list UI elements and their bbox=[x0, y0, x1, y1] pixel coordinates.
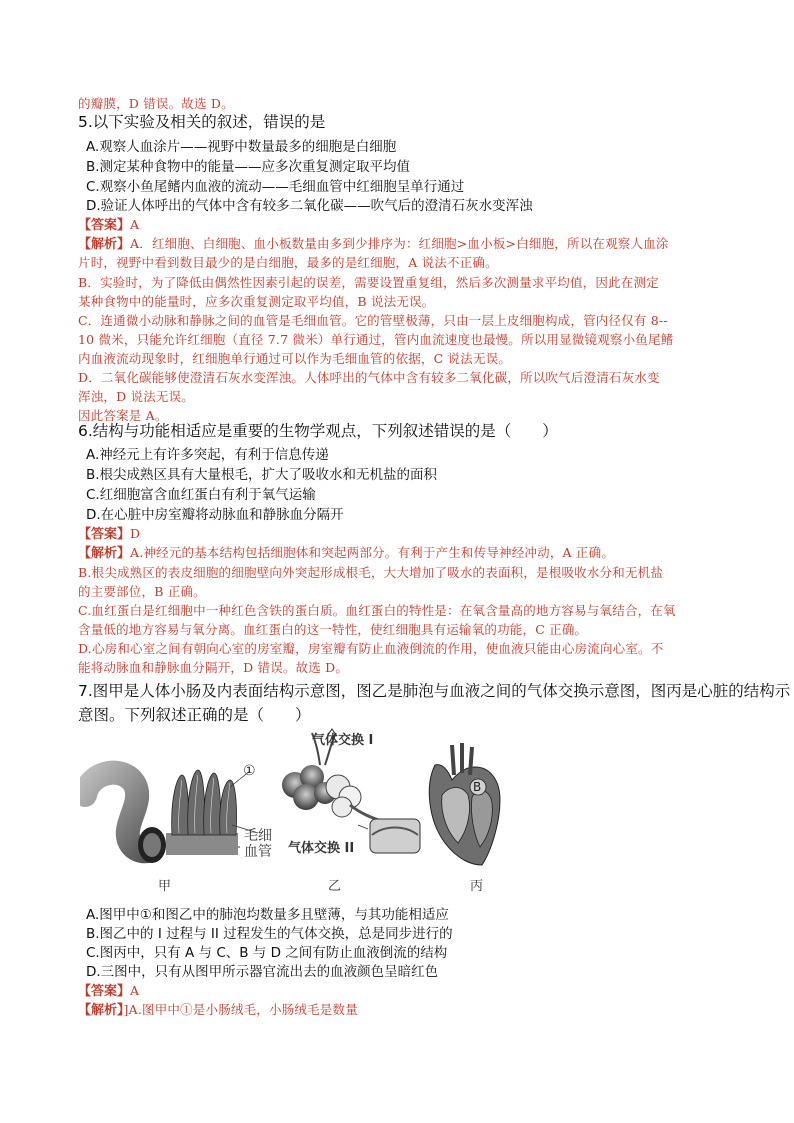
q5-explanation-6: 10 微米，只能允许红细胞（直径 7.7 微米）单行通过，管内血流速度也最慢。所以用显微镜观察小鱼尾鳍 bbox=[78, 332, 674, 347]
caption-yi: 乙 bbox=[328, 879, 342, 894]
q7-figure-illustration bbox=[80, 725, 520, 895]
label-circle-1: ① bbox=[243, 763, 256, 779]
q5-explanation-5: C．连通微小动脉和静脉之间的血管是毛细血管。它的管壁极薄，只由一层上皮细胞构成，管内径仅有 8-- bbox=[78, 313, 668, 328]
q7-option-d: D.三图中，只有从图甲所示器官流出去的血液颜色呈暗红色 bbox=[86, 964, 439, 980]
label-capillary-1: 毛细 bbox=[244, 828, 272, 844]
explanation-tag: 【解析】 bbox=[78, 546, 131, 561]
q5-explanation-2: 片时，视野中看到数目最少的是白细胞，最多的是红细胞，A 说法不正确。 bbox=[78, 255, 498, 270]
q5-option-b: B.测定某种食物中的能量——应多次重复测定取平均值 bbox=[86, 159, 411, 175]
q5-answer bbox=[78, 215, 139, 236]
q6-title: 6.结构与功能相适应是重要的生物学观点，下列叙述错误的是（ ） bbox=[78, 422, 558, 440]
q7-option-c: C.图丙中，只有 A 与 C、B 与 D 之间有防止血液倒流的结构 bbox=[86, 945, 448, 961]
caption-jia: 甲 bbox=[158, 879, 172, 894]
q6-explanation-5: 含量低的地方容易与氧分离。血红蛋白的这一特性，使红细胞具有运输氧的功能，C 正确。 bbox=[78, 622, 588, 637]
q5-explanation-10: 因此答案是 A。 bbox=[78, 408, 168, 423]
q5-option-a: A.观察人血涂片——视野中数量最多的细胞是白细胞 bbox=[86, 139, 397, 155]
q6-option-b: B.根尖成熟区具有大量根毛，扩大了吸收水和无机盐的面积 bbox=[86, 467, 438, 483]
q6-explanation-1 bbox=[78, 543, 614, 564]
q6-explanation-6: D.心房和心室之间有朝向心室的房室瓣，房室瓣有防止血液倒流的作用，使血液只能由心房流向心室。不 bbox=[78, 641, 664, 656]
answer-value: A bbox=[130, 983, 140, 998]
explanation-tag: 【解析】 bbox=[78, 1003, 124, 1018]
answer-value: A bbox=[130, 217, 140, 232]
q5-explanation-8: D．二氧化碳能够使澄清石灰水变浑浊。人体呼出的气体中含有较多二氧化碳，所以吹气后澄清石灰水变 bbox=[78, 370, 660, 385]
q6-answer bbox=[78, 524, 140, 545]
q7-figure bbox=[80, 725, 520, 895]
q6-explanation-7: 能将动脉血和静脉血分隔开，D 错误。故选 D。 bbox=[78, 660, 349, 675]
q7-option-b: B.图乙中的 I 过程与 II 过程发生的气体交换，总是同步进行的 bbox=[86, 926, 453, 942]
answer-value: D bbox=[130, 526, 141, 541]
q5-explanation-3: B．实验时，为了降低由偶然性因素引起的误差，需要设置重复组，然后多次测量求平均值，因此在测定 bbox=[78, 275, 659, 290]
label-heart-b: B bbox=[473, 780, 482, 794]
q5-title: 5.以下实验及相关的叙述，错误的是 bbox=[78, 113, 326, 131]
label-gas-exchange-2: 气体交换 II bbox=[288, 841, 355, 856]
previous-explanation-tail: 的瓣膜，D 错误。故选 D。 bbox=[78, 96, 234, 111]
label-capillary-2: 血管 bbox=[244, 844, 272, 860]
q7-explanation-1 bbox=[78, 1000, 358, 1021]
caption-bing: 丙 bbox=[470, 879, 484, 894]
q7-title-1: 7.图甲是人体小肠及内表面结构示意图，图乙是肺泡与血液之间的气体交换示意图，图丙是心脏的结构示 bbox=[78, 682, 791, 700]
explanation-text: ]A.图甲中①是小肠绒毛，小肠绒毛是数量 bbox=[123, 1002, 358, 1017]
answer-tag: 【答案】 bbox=[78, 218, 131, 233]
label-gas-exchange-1: 气体交换 I bbox=[312, 733, 374, 748]
explanation-tag: 【解析】 bbox=[78, 237, 131, 252]
q6-option-c: C.红细胞富含血红蛋白有利于氧气运输 bbox=[86, 487, 316, 503]
q7-option-a: A.图甲中①和图乙中的肺泡均数量多且壁薄，与其功能相适应 bbox=[86, 907, 449, 923]
q7-title-2: 意图。下列叙述正确的是（ ） bbox=[78, 706, 311, 724]
q6-explanation-2: B.根尖成熟区的表皮细胞的细胞壁向外突起形成根毛，大大增加了吸水的表面积，是根吸收水分和无机盐 bbox=[78, 565, 664, 580]
q5-explanation-9: 浑浊，D 说法无误。 bbox=[78, 389, 194, 404]
explanation-text: A.神经元的基本结构包括细胞体和突起两部分。有利于产生和传导神经冲动，A 正确。 bbox=[130, 545, 615, 560]
q5-explanation-7: 内血液流动现象时，红细胞单行通过可以作为毛细血管的依据，C 说法无误。 bbox=[78, 351, 512, 366]
q5-explanation-1 bbox=[78, 234, 669, 255]
q5-option-c: C.观察小鱼尾鳍内血液的流动——毛细血管中红细胞呈单行通过 bbox=[86, 179, 465, 195]
q7-answer bbox=[78, 981, 139, 1002]
q5-option-d: D.验证人体呼出的气体中含有较多二氧化碳——吹气后的澄清石灰水变浑浊 bbox=[86, 198, 533, 214]
heart-drawing bbox=[429, 743, 500, 865]
answer-tag: 【答案】 bbox=[78, 984, 131, 999]
q6-explanation-4: C.血红蛋白是红细胞中一种红色含铁的蛋白质。血红蛋白的特性是：在氧含量高的地方容易与氧结合，在氧 bbox=[78, 603, 676, 618]
q5-explanation-4: 某种食物中的能量时，应多次重复测定取平均值，B 说法无误。 bbox=[78, 294, 435, 309]
answer-tag: 【答案】 bbox=[78, 527, 131, 542]
q6-option-a: A.神经元上有许多突起，有利于信息传递 bbox=[86, 447, 329, 463]
explanation-text: A．红细胞、白细胞、血小板数量由多到少排序为：红细胞>血小板>白细胞，所以在观察人血涂 bbox=[130, 236, 669, 251]
q6-option-d: D.在心脏中房室瓣将动脉血和静脉血分隔开 bbox=[86, 507, 344, 523]
q6-explanation-3: 的主要部位，B 正确。 bbox=[78, 584, 206, 599]
